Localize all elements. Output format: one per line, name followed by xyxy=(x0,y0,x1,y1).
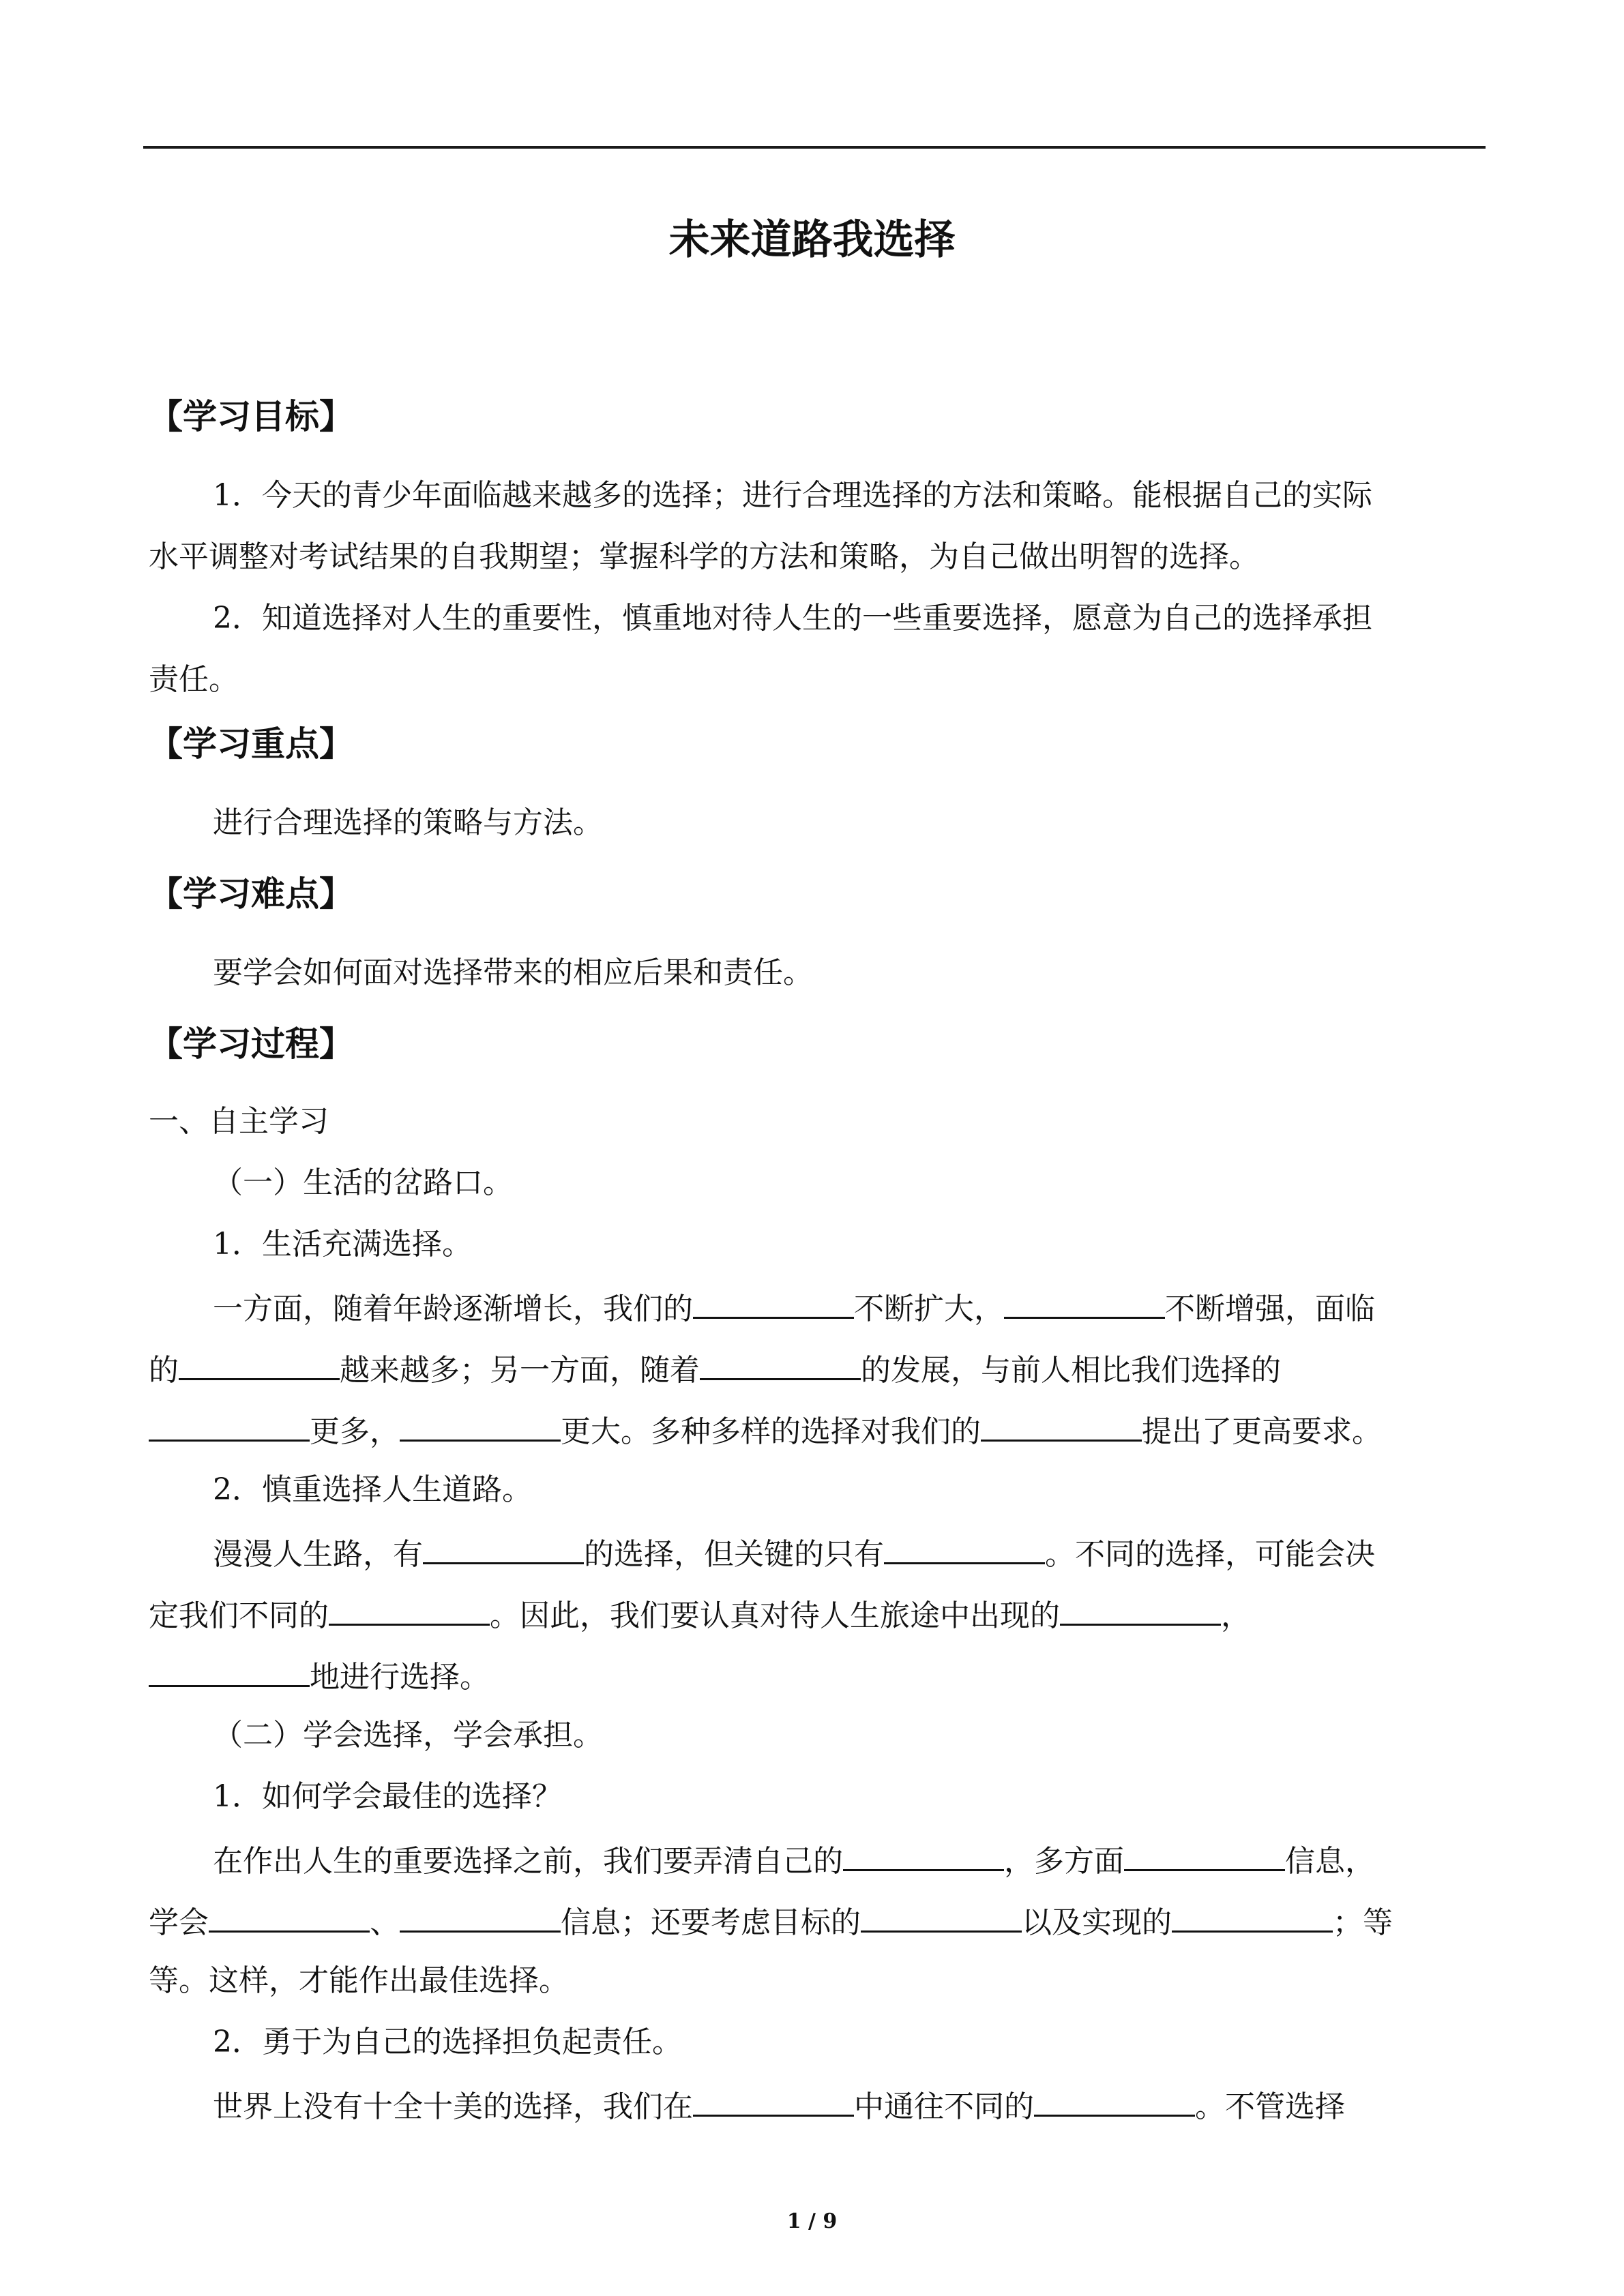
fill-blank[interactable] xyxy=(884,1531,1045,1564)
text-segment: 学会 xyxy=(149,1905,209,1940)
page-number: 1 / 9 xyxy=(786,2209,838,2233)
heading-key-points: 【学习重点】 xyxy=(149,724,353,764)
item-3-line-1 xyxy=(213,1838,1375,1882)
item-1-line-2 xyxy=(149,1347,1281,1391)
section-2-title: （二）学会选择，学会承担。 xyxy=(213,1718,603,1753)
text-segment: 更大。多种多样的选择对我们的 xyxy=(561,1414,981,1449)
text-segment: 不断扩大， xyxy=(854,1292,1004,1326)
text-segment: 更多， xyxy=(310,1414,400,1449)
text-segment: 越来越多；另一方面，随着 xyxy=(340,1353,700,1388)
text-segment: ，多方面 xyxy=(1004,1844,1124,1879)
fill-blank[interactable] xyxy=(861,1899,1022,1933)
section-1-title: （一）生活的岔路口。 xyxy=(213,1165,513,1200)
item-4-title: 2．勇于为自己的选择担负起责任。 xyxy=(213,2025,682,2059)
heading-process: 【学习过程】 xyxy=(149,1024,353,1064)
fill-blank[interactable] xyxy=(1124,1838,1285,1871)
heading-objectives: 【学习目标】 xyxy=(149,397,353,436)
objective-1-line-2: 水平调整对考试结果的自我期望；掌握科学的方法和策略，为自己做出明智的选择。 xyxy=(149,539,1259,574)
item-4-line-1 xyxy=(213,2083,1345,2128)
text-segment: 。不管选择 xyxy=(1195,2089,1345,2124)
key-points-text: 进行合理选择的策略与方法。 xyxy=(213,805,603,840)
fill-blank[interactable] xyxy=(209,1899,370,1933)
text-segment: ， xyxy=(1221,1598,1251,1633)
difficulties-text: 要学会如何面对选择带来的相应后果和责任。 xyxy=(213,955,813,990)
text-segment: 地进行选择。 xyxy=(310,1660,490,1695)
item-3-title: 1．如何学会最佳的选择？ xyxy=(213,1779,562,1814)
fill-blank[interactable] xyxy=(423,1531,584,1564)
text-segment: 在作出人生的重要选择之前，我们要弄清自己的 xyxy=(213,1844,843,1879)
text-segment: 一方面，随着年龄逐渐增长，我们的 xyxy=(213,1292,693,1326)
item-3-line-2 xyxy=(149,1899,1393,1943)
fill-blank[interactable] xyxy=(700,1347,861,1380)
item-2-line-1 xyxy=(213,1531,1375,1575)
text-segment: 、 xyxy=(370,1905,400,1940)
objective-2-line-2: 责任。 xyxy=(149,662,239,697)
item-2-line-2 xyxy=(149,1592,1251,1637)
text-segment: 的发展，与前人相比我们选择的 xyxy=(861,1353,1281,1388)
fill-blank[interactable] xyxy=(1172,1899,1333,1933)
heading-difficulties: 【学习难点】 xyxy=(149,874,353,914)
fill-blank[interactable] xyxy=(693,2083,854,2117)
text-segment: 以及实现的 xyxy=(1022,1905,1172,1940)
item-3-line-3: 等。这样，才能作出最佳选择。 xyxy=(149,1963,569,1998)
text-segment: 中通往不同的 xyxy=(854,2089,1034,2124)
fill-blank[interactable] xyxy=(1060,1592,1221,1626)
objective-1-line-1: 1．今天的青少年面临越来越多的选择；进行合理选择的方法和策略。能根据自己的实际 xyxy=(213,478,1372,513)
fill-blank[interactable] xyxy=(400,1408,561,1442)
text-segment: 。不同的选择，可能会决 xyxy=(1045,1537,1375,1572)
fill-blank[interactable] xyxy=(179,1347,340,1380)
page-title: 未来道路我选择 xyxy=(668,216,956,264)
fill-blank[interactable] xyxy=(981,1408,1142,1442)
text-segment: ；等 xyxy=(1333,1905,1393,1940)
text-segment: 世界上没有十全十美的选择，我们在 xyxy=(213,2089,693,2124)
objective-2-line-1: 2．知道选择对人生的重要性，慎重地对待人生的一些重要选择，愿意为自己的选择承担 xyxy=(213,601,1372,636)
fill-blank[interactable] xyxy=(149,1408,310,1442)
header-rule xyxy=(143,146,1486,149)
fill-blank[interactable] xyxy=(1004,1285,1165,1319)
text-segment: 信息；还要考虑目标的 xyxy=(561,1905,861,1940)
item-1-line-3 xyxy=(149,1408,1382,1452)
text-segment: 的 xyxy=(149,1353,179,1388)
text-segment: 不断增强，面临 xyxy=(1165,1292,1375,1326)
text-segment: 漫漫人生路，有 xyxy=(213,1537,423,1572)
fill-blank[interactable] xyxy=(329,1592,490,1626)
fill-blank[interactable] xyxy=(1034,2083,1195,2117)
text-segment: 定我们不同的 xyxy=(149,1598,329,1633)
fill-blank[interactable] xyxy=(149,1654,310,1687)
item-2-line-3 xyxy=(149,1654,490,1698)
text-segment: 提出了更高要求。 xyxy=(1142,1414,1382,1449)
item-1-title: 1．生活充满选择。 xyxy=(213,1227,472,1262)
text-segment: 的选择，但关键的只有 xyxy=(584,1537,884,1572)
text-segment: 信息， xyxy=(1285,1844,1375,1879)
item-1-line-1 xyxy=(213,1285,1375,1330)
fill-blank[interactable] xyxy=(693,1285,854,1319)
part-1-title: 一、自主学习 xyxy=(149,1104,329,1139)
fill-blank[interactable] xyxy=(400,1899,561,1933)
text-segment: 。因此，我们要认真对待人生旅途中出现的 xyxy=(490,1598,1060,1633)
fill-blank[interactable] xyxy=(843,1838,1004,1871)
item-2-title: 2．慎重选择人生道路。 xyxy=(213,1472,532,1507)
